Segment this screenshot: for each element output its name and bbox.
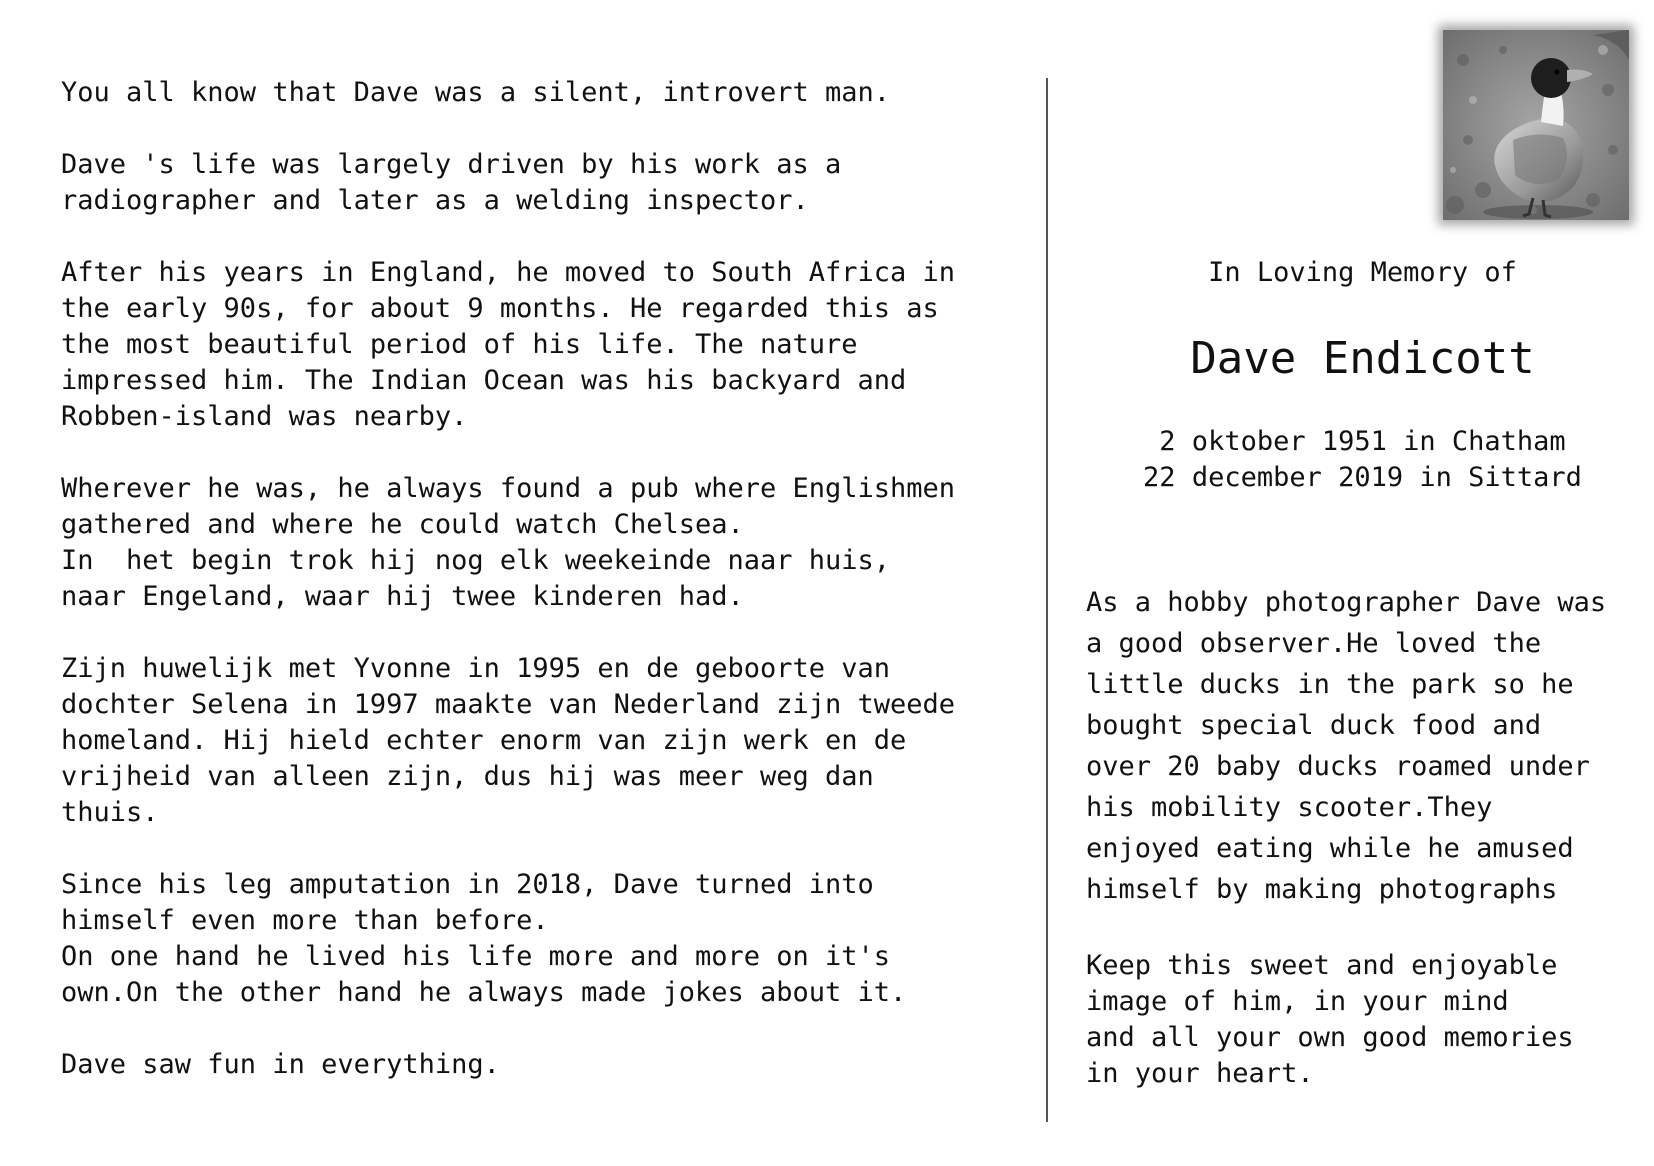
left-column bbox=[61, 75, 1021, 1119]
duck-photo bbox=[1443, 30, 1629, 220]
paragraph-fun: Dave saw fun in everything. bbox=[61, 1049, 500, 1080]
birth-date: 2 oktober 1951 in Chatham bbox=[1159, 426, 1566, 457]
hobby-paragraph: As a hobby photographer Dave was a good observer.He loved the little ducks in the park so he bought special duck food and over 20 baby ducks roamed under his mobility scooter.They enjoyed eating while he amused himself by making photographs bbox=[1086, 587, 1607, 905]
duck-photo-drawing bbox=[1443, 30, 1629, 220]
death-date: 22 december 2019 in Sittard bbox=[1143, 462, 1582, 493]
paragraph-south-africa: After his years in England, he moved to South Africa in the early 90s, for about 9 months. He regarded this as the most beautiful period of his life. The nature impressed him. The Indian Ocean was his backyard and Robben-island was nearby. bbox=[61, 257, 956, 432]
deceased-name: Dave Endicott bbox=[1190, 333, 1535, 384]
life-dates bbox=[1100, 424, 1625, 496]
closing-paragraph: Keep this sweet and enjoyable image of him, in your mind and all your own good memories in your heart. bbox=[1086, 950, 1574, 1089]
paragraph-marriage: Zijn huwelijk met Yvonne in 1995 en de geboorte van dochter Selena in 1997 maakte van Nederland zijn tweede homeland. Hij hield echter enorm van zijn werk en de vrijheid van alleen zijn, dus hij was meer weg dan thuis. bbox=[61, 653, 956, 828]
memory-header: In Loving Memory of bbox=[1208, 257, 1517, 288]
paragraph-amputation: Since his leg amputation in 2018, Dave turned into himself even more than before. On one hand he lived his life more and more on it's own.On the other hand he always made jokes about it. bbox=[61, 869, 907, 1008]
column-divider bbox=[1046, 78, 1048, 1122]
paragraph-work: Dave 's life was largely driven by his work as a radiographer and later as a welding inspector. bbox=[61, 149, 842, 216]
paragraph-intro: You all know that Dave was a silent, introvert man. bbox=[61, 77, 891, 108]
paragraph-pub: Wherever he was, he always found a pub where Englishmen gathered and where he could watch Chelsea. In het begin trok hij nog elk weekeinde naar huis, naar Engeland, waar hij twee kinderen had. bbox=[61, 473, 956, 612]
